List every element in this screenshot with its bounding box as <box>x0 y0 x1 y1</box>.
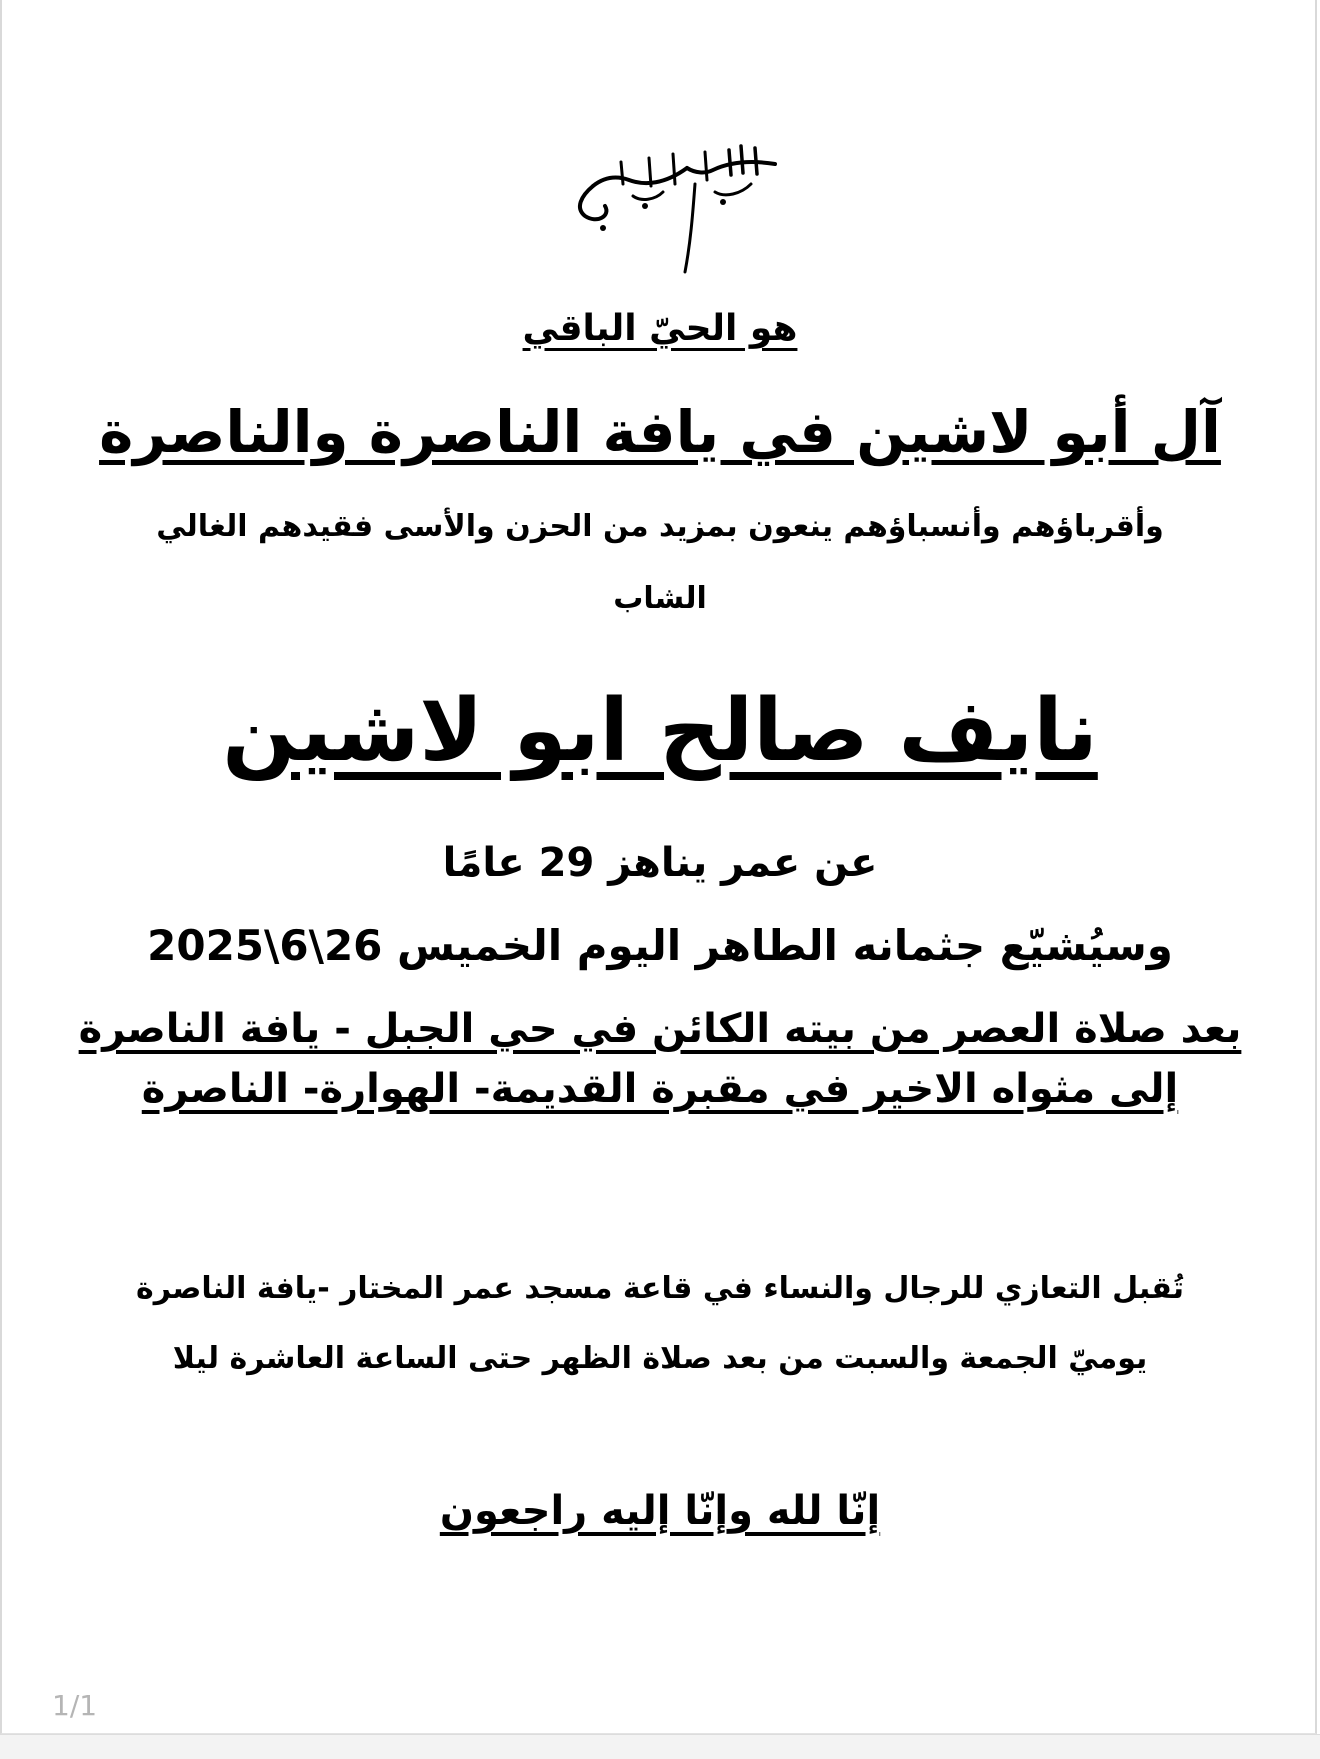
mourners-line: وأقرباؤهم وأنسباؤهم ينعون بمزيد من الحزن والأسى فقيدهم الغالي <box>156 509 1164 544</box>
deceased-name: نايف صالح ابو لاشين <box>222 681 1098 781</box>
closing-verse: إنّا لله وإنّا إليه راجعون <box>439 1488 881 1534</box>
family-name-heading: آل أبو لاشين في يافة الناصرة والناصرة <box>99 398 1221 466</box>
page-counter: 1/1 <box>52 1689 98 1722</box>
basmala-calligraphy <box>545 140 785 290</box>
title-line: الشاب <box>613 581 707 616</box>
procession-line-2: إلى مثواه الاخير في مقبرة القديمة- الهوارة- الناصرة <box>141 1066 1179 1112</box>
procession-line-1: بعد صلاة العصر من بيته الكائن في حي الجبل - يافة الناصرة <box>78 1006 1242 1052</box>
opening-phrase: هو الحيّ الباقي <box>522 308 798 349</box>
viewer-bottom-bar <box>0 1734 1320 1759</box>
condolences-line-1: تُقبل التعازي للرجال والنساء في قاعة مسجد عمر المختار -يافة الناصرة <box>136 1271 1184 1306</box>
funeral-date-line: وسيُشيّع جثمانه الطاهر اليوم الخميس 26\6\2025 <box>147 921 1173 970</box>
age-line: عن عمر يناهز 29 عامًا <box>442 840 878 886</box>
condolences-line-2: يوميّ الجمعة والسبت من بعد صلاة الظهر حتى الساعة العاشرة ليلا <box>172 1341 1148 1376</box>
